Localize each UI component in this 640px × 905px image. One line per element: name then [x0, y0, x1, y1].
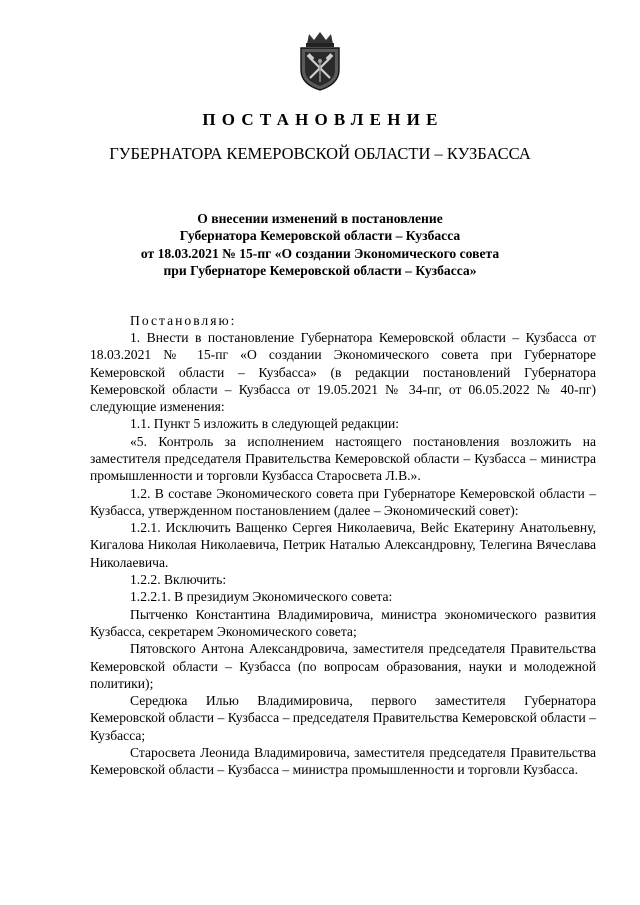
paragraph: 1.2. В составе Экономического совета при Губернаторе Кемеровской области – Кузбасса, утвержденном постановлением (далее – Экономический совет): — [90, 485, 596, 518]
title-line: при Губернаторе Кемеровской области – Кузбасса» — [163, 263, 477, 279]
paragraph: 1.2.1. Исключить Ващенко Сергея Николаевича, Вейс Екатерину Анатольевну, Кигалова Николая Николаевича, Петрик Наталью Александровну, Телегина Вячеслава Николаевича. — [90, 520, 596, 570]
title-line: Губернатора Кемеровской области – Кузбасса — [179, 228, 461, 244]
paragraph: «5. Контроль за исполнением настоящего постановления возложить на заместителя председателя Правительства Кемеровской области – Кузбасса – министра промышленности и торговли Кузбасса Старосвета Л.В.». — [90, 433, 596, 484]
paragraph: Пытченко Константина Владимировича, министра экономического развития Кузбасса, секретарем Экономического совета; — [90, 606, 596, 639]
coat-of-arms-icon — [295, 30, 345, 92]
document-type: ПОСТАНОВЛЕНИЕ — [202, 110, 444, 129]
title-line: от 18.03.2021 № 15-пг «О создании Экономического совета — [140, 245, 500, 261]
resolve-line: Постановляю: — [130, 312, 237, 328]
issuer-title: ГУБЕРНАТОРА КЕМЕРОВСКОЙ ОБЛАСТИ – КУЗБАССА — [109, 144, 531, 163]
paragraph: Старосвета Леонида Владимировича, заместителя председателя Правительства Кемеровской области – Кузбасса – министра промышленности и торговли Кузбасса. — [90, 745, 596, 778]
paragraph: 1.2.2.1. В президиум Экономического совета: — [130, 589, 393, 605]
paragraph: 1.1. Пункт 5 изложить в следующей редакции: — [130, 416, 400, 432]
document-body — [90, 312, 596, 779]
paragraph: Середюка Илью Владимировича, первого заместителя Губернатора Кемеровской области – Кузбасса – председателя Правительства Кемеровской области – Кузбасса; — [90, 693, 596, 743]
emblem-area — [44, 24, 596, 102]
paragraph: 1. Внести в постановление Губернатора Кемеровской области – Кузбасса от 18.03.2021 № 15-пг «О создании Экономического совета при Губернаторе Кемеровской области – Кузбасса» (в редакции постановлений Губернатора Кемеровской области – Кузбасса от 19.05.2021 № 34-пг, от 06.05.2022 № 40-пг) следующие изменения: — [90, 329, 596, 415]
document-title — [44, 210, 596, 280]
title-line: О внесении изменений в постановление — [197, 211, 443, 226]
paragraph: 1.2.2. Включить: — [130, 572, 227, 588]
paragraph: Пятовского Антона Александровича, заместителя председателя Правительства Кемеровской области – Кузбасса (по вопросам образования, науки и молодежной политики); — [90, 641, 596, 691]
